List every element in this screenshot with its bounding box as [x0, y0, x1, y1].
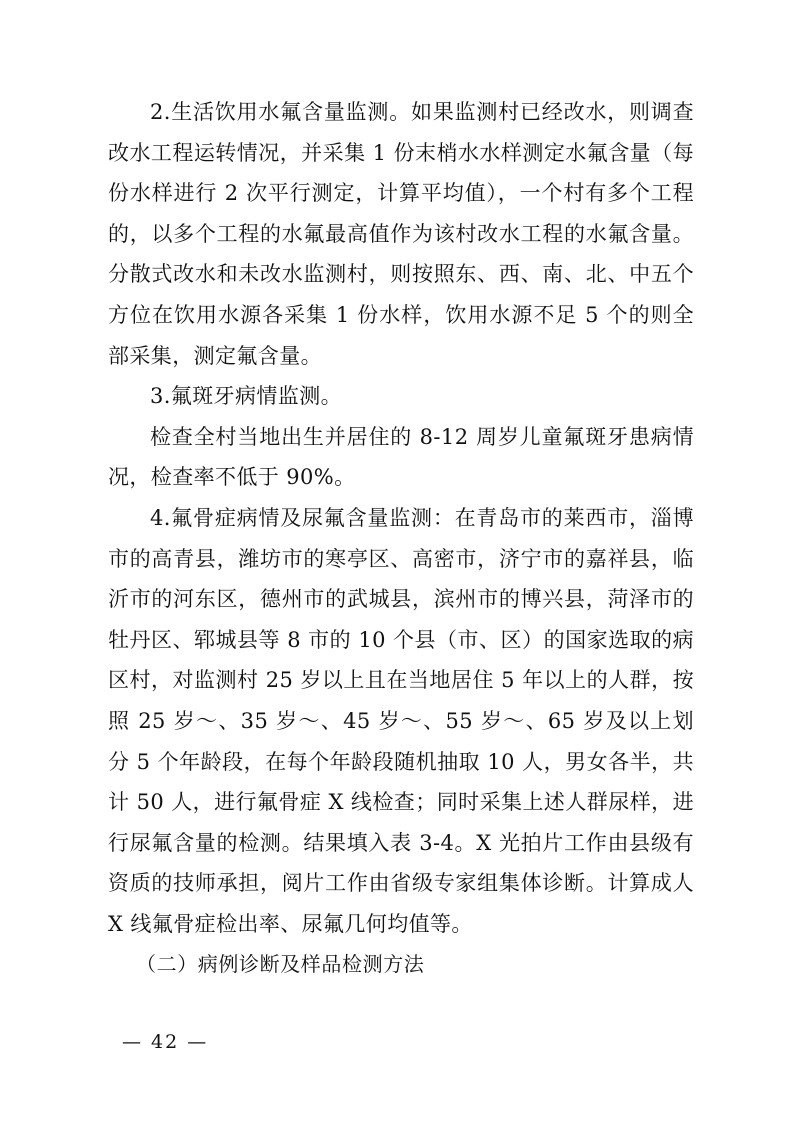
- page-number: — 42 —: [122, 1031, 209, 1053]
- document-body: [108, 92, 694, 985]
- section-heading-diagnosis-methods: （二）病例诊断及样品检测方法: [136, 952, 425, 977]
- paragraph-dental-fluorosis-check: 检查全村当地出生并居住的 8-12 周岁儿童氟斑牙患病情况，检查率不低于 90%。: [108, 424, 694, 490]
- heading-dental-fluorosis-monitoring: 3.氟斑牙病情监测。: [150, 384, 343, 409]
- paragraph-water-fluoride-monitoring: 2.生活饮用水氟含量监测。如果监测村已经改水，则调查改水工程运转情况，并采集 1 份末梢水水样测定水氟含量（每份水样进行 2 次平行测定，计算平均值），一个村有多个工程的，以多个工程的水氟最高值作为该村改水工程的水氟含量。分散式改水和未改水监测村，则按照东、西、南、北、中五个方位在饮用水源各采集 1 份水样，饮用水源不足 5 个的则全部采集，测定氟含量。: [108, 100, 694, 368]
- paragraph-skeletal-fluorosis-monitoring: 4.氟骨症病情及尿氟含量监测：在青岛市的莱西市，淄博市的高青县，潍坊市的寒亭区、高密市，济宁市的嘉祥县，临沂市的河东区，德州市的武城县，滨州市的博兴县，菏泽市的牡丹区、郓城县等 8 市的 10 个县（市、区）的国家选取的病区村，对监测村 25 岁以上且在当地居住 5 年以上的人群，按照 25 岁～、35 岁～、45 岁～、55 岁～、65 岁及以上划分 5 个年龄段，在每个年龄段随机抽取 10 人，男女各半，共计 50 人，进行氟骨症 X 线检查；同时采集上述人群尿样，进行尿氟含量的检测。结果填入表 3-4。X 光拍片工作由县级有资质的技师承担，阅片工作由省级专家组集体诊断。计算成人 X 线氟骨症检出率、尿氟几何均值等。: [108, 505, 694, 936]
